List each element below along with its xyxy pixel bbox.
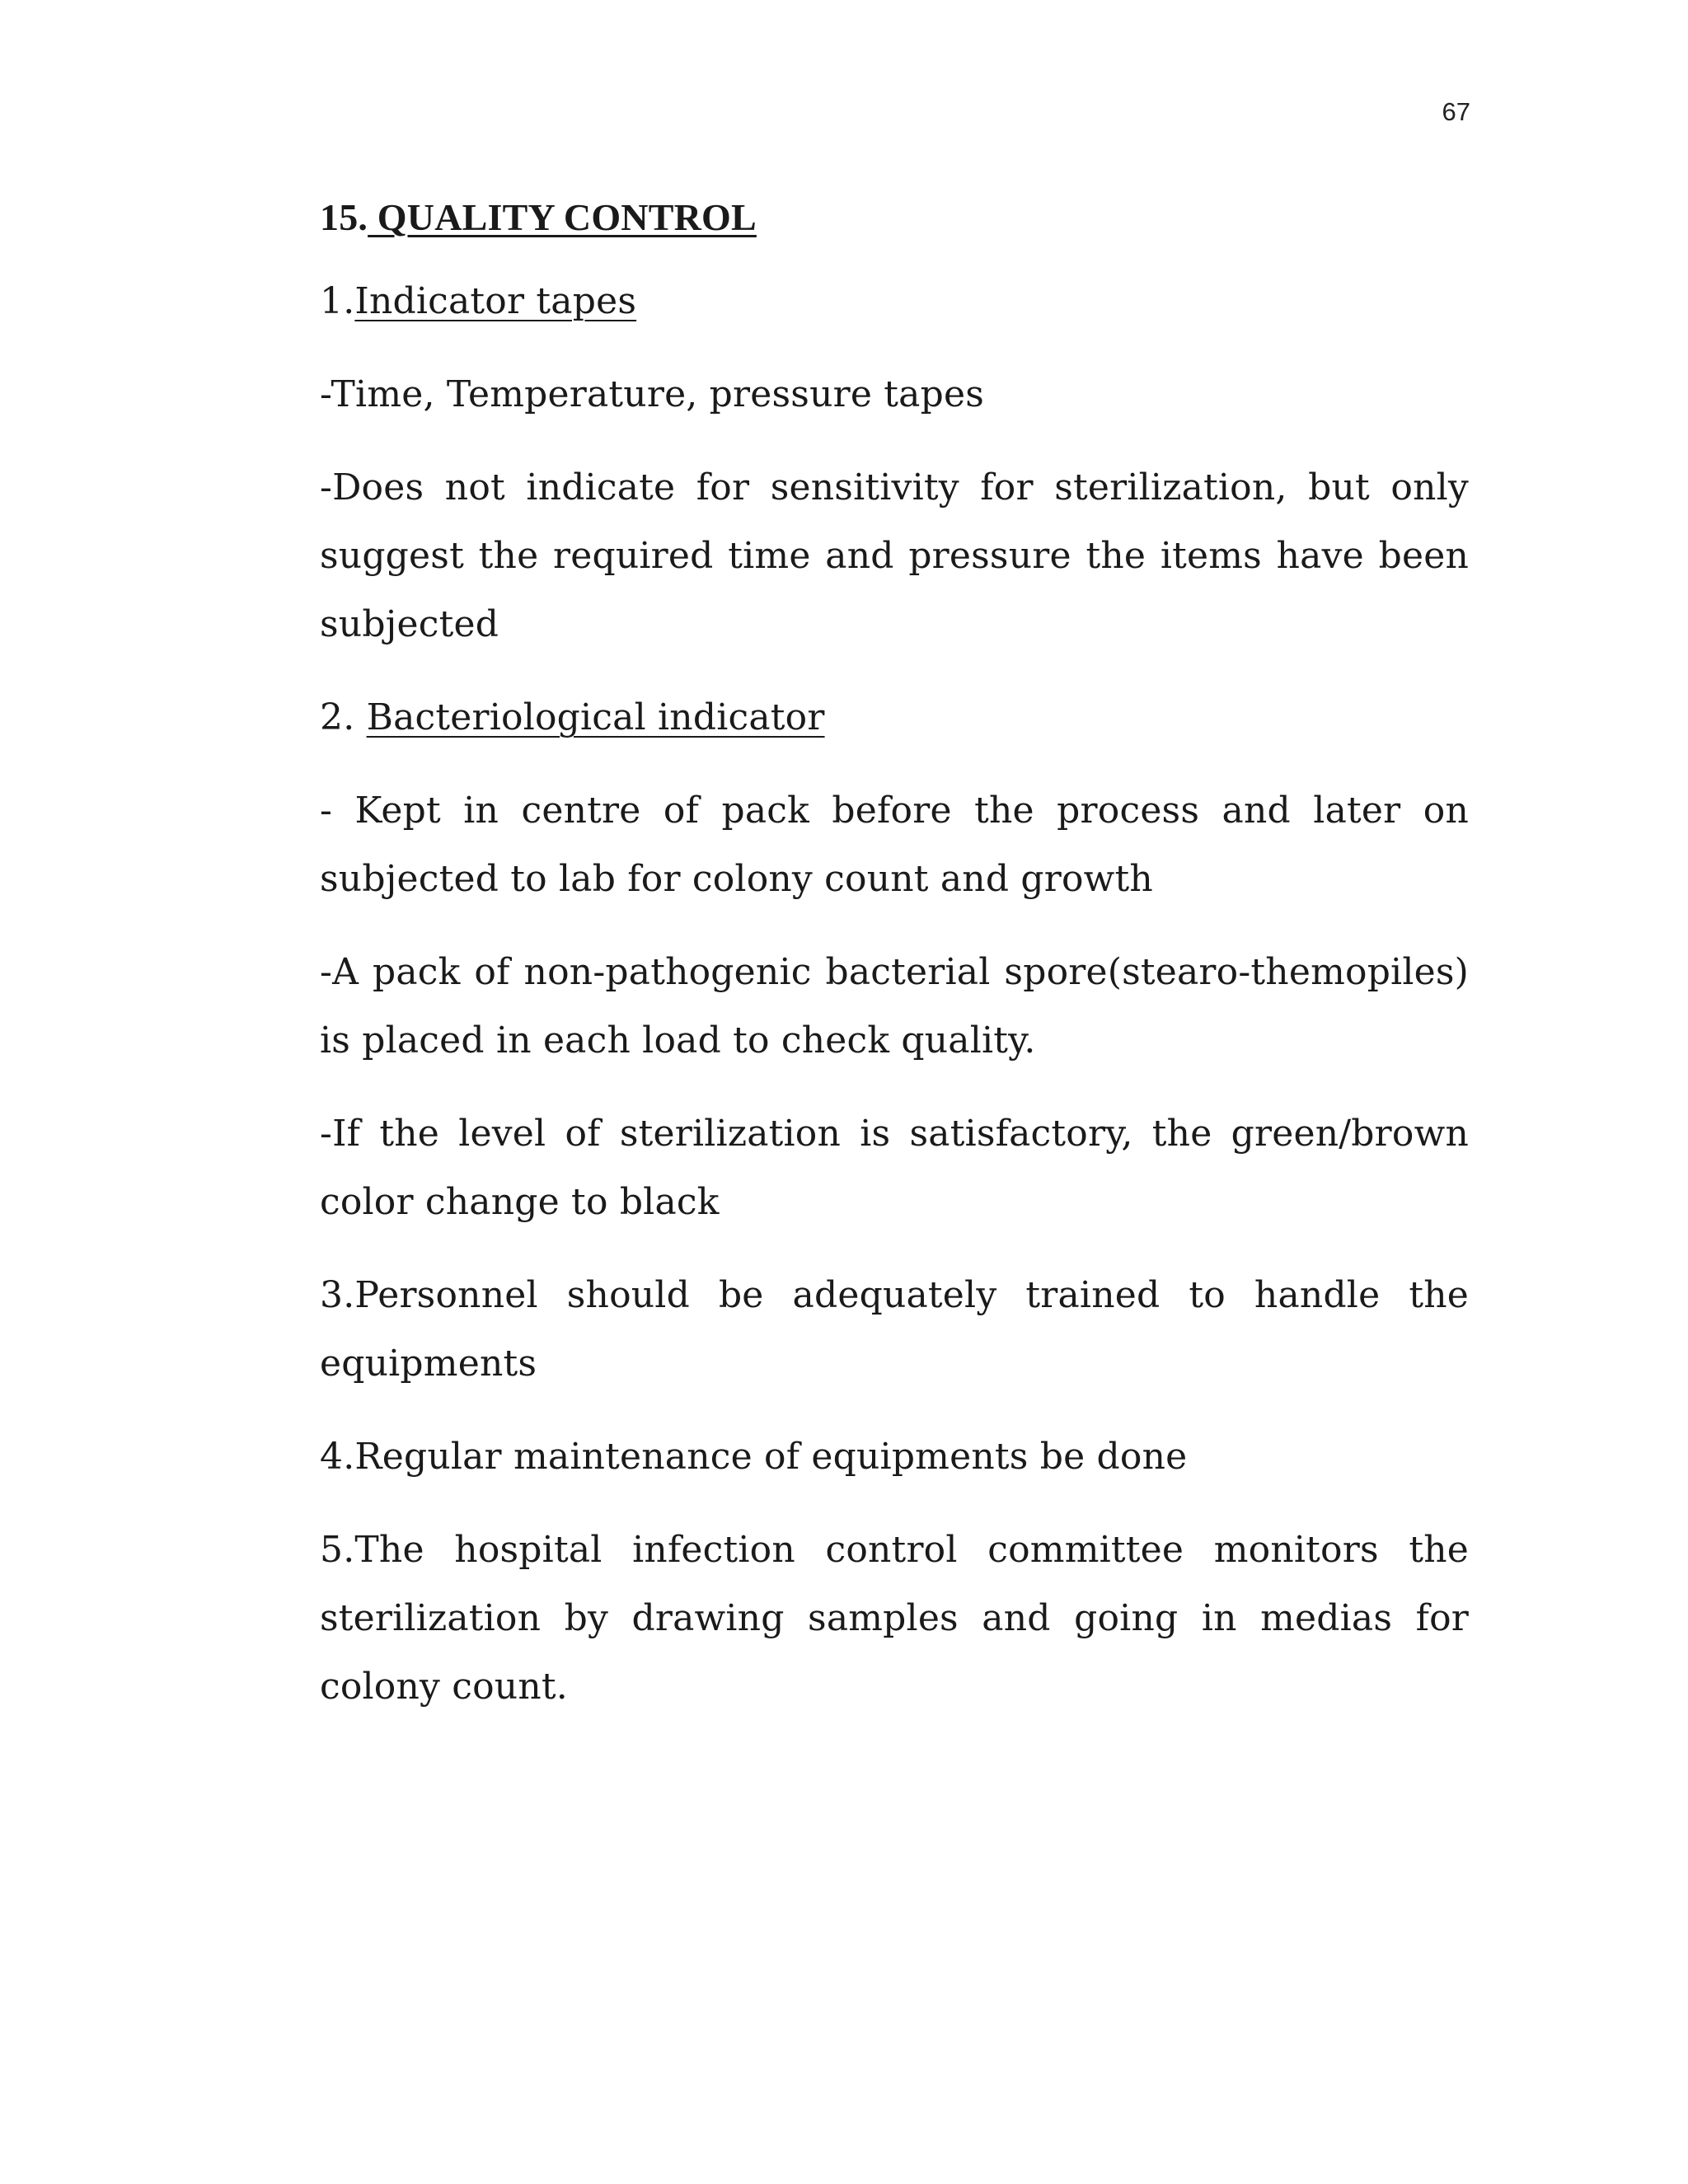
section-title: QUALITY CONTROL [368, 196, 757, 238]
item-3-personnel: 3.Personnel should be adequately trained to handle the equipments [320, 1274, 1469, 1385]
item-2-point-3: -If the level of sterilization is satisfactory, the green/brown color change to black [320, 1113, 1469, 1223]
item-1-point-2: -Does not indicate for sensitivity for sterilization, but only suggest the required time and pressure the items have been subjected [320, 466, 1469, 645]
section-number: 15. [320, 196, 368, 238]
item-2-title: Bacteriological indicator [366, 696, 825, 738]
item-1-heading [320, 267, 1469, 335]
item-2-number: 2. [320, 696, 367, 738]
item-1-number: 1. [320, 280, 355, 322]
page-number: 67 [1442, 97, 1470, 126]
item-2-point-2: -A pack of non-pathogenic bacterial spore(stearo-themopiles) is placed in each load to check quality. [320, 951, 1469, 1062]
item-2-heading [320, 683, 1469, 752]
item-1-title: Indicator tapes [354, 280, 637, 322]
item-2-point-1: - Kept in centre of pack before the process and later on subjected to lab for colony count and growth [320, 790, 1469, 900]
item-5-committee: 5.The hospital infection control committee monitors the sterilization by drawing samples and going in medias for colony count. [320, 1529, 1469, 1708]
item-4-maintenance: 4.Regular maintenance of equipments be done [320, 1436, 1188, 1478]
item-1-point-1: -Time, Temperature, pressure tapes [320, 373, 984, 415]
section-heading [320, 191, 1469, 244]
document-body [320, 191, 1469, 1746]
